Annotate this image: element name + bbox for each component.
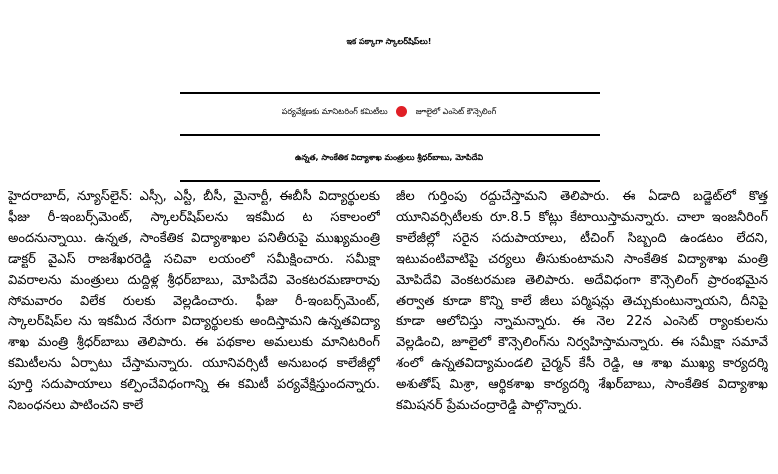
subheading-line1 <box>0 98 778 126</box>
divider-middle <box>180 134 600 136</box>
article-text-left: హైదరాబాద్, న్యూస్‌లైన్: ఎస్సీ, ఎస్టీ, బీసీ, మైనార్టీ, ఈబీసీ విద్యార్థులకు ఫీజు రీ-ఇంబర్స్‌మెంట్, స్కాలర్‌షిప్‌లను ఇకమీద ట సకాలంలో అందనున్నాయి. ఉన్నత, సాంకేతిక విద్యాశాఖల పనితీరుపై ముఖ్యమంత్రి డాక్టర్ వైఎస్ రాజశేఖరరెడ్డి సచివా లయంలో సమీక్షించారు. సమీక్షా వివరాలను మంత్రులు దుద్దిళ్ల శ్రీధర్‌బాబు, మోపిదేవి వెంకటరమణారావు సోమవారం విలేక రులకు వెల్లడించారు. ఫీజు రీ-ఇంబర్స్‌మెంట్, స్కాలర్‌షిప్‌ల ను ఇకమీద నేరుగా విద్యార్థులకు అందిస్తామని ఉన్నతవిద్యా శాఖ మంత్రి శ్రీధర్‌బాబు తెలిపారు. ఈ పథకాల అమలుకు మానిటరింగ్ కమిటీలను ఏర్పాటు చేస్తామన్నారు. యూనివర్సిటీ అనుబంధ కాలేజీల్లో పూర్తి సదుపాయాలు కల్పించేవిధంగాన్ని ఈ కమిటీ పర్యవేక్షిస్తుందన్నారు. నిబంధనలు పాటించని కాలే <box>8 189 380 414</box>
subheading-line2: ఉన్నత, సాంకేతిక విద్యాశాఖ మంత్రులు శ్రీధర్‌బాబు, మోపిదేవి <box>294 153 484 162</box>
subheading-part2: జూలైలో ఎంసెట్ కౌన్సెలింగ్ <box>415 107 497 116</box>
article-column-right <box>396 187 768 469</box>
bullet-dot-icon <box>396 106 407 117</box>
subheading-part1: పర్యవేక్షణకు మానిటరింగ్ కమిటీలు <box>281 107 388 116</box>
divider-top <box>180 92 600 94</box>
divider-bottom <box>180 180 600 182</box>
article-column-left <box>8 187 380 469</box>
article-text-right: జీల గుర్తింపు రద్దుచేస్తామని తెలిపారు. ఈ ఏడాది బడ్జెట్‌లో కొత్త యూనివర్సిటీలకు రూ.8.5 కోట్లు కేటాయిస్తామన్నారు. చాలా ఇంజనీరింగ్ కాలేజీల్లో సరైన సదుపాయాలు, టీచింగ్ సిబ్బంది ఉండటం లేదని, ఇటువంటివాటిపై చర్యలు తీసుకుంటామని సాంకేతిక విద్యాశాఖ మంత్రి మోపిదేవి వెంకటరమణ తెలిపారు. అదేవిధంగా కౌన్సెలింగ్ ప్రారంభమైన తర్వాత కూడా కొన్ని కాలే జీలు పర్మిషన్లు తెచ్చుకుంటున్నాయని, దీనిపై కూడా ఆలోచిస్తు న్నామన్నారు. ఈ నెల 22న ఎంసెట్ ర్యాంకులను వెల్లడించి, జూలైలో కౌన్సెలింగ్‌ను నిర్వహిస్తామన్నారు. ఈ సమీక్షా సమావే శంలో ఉన్నతవిద్యామండలి చైర్మన్ కేసీ రెడ్డి, ఆ శాఖ ముఖ్య కార్యదర్శి అశుతోష్ మిశ్రా, ఆర్థికశాఖ కార్యదర్శి శేఖర్‌బాబు, సాంకేతిక విద్యాశాఖ కమిషనర్ ప్రేమచంద్రారెడ్డి పాల్గొన్నారు. <box>396 189 768 414</box>
headline: ఇక పక్కాగా స్కాలర్‌షిప్‌లు! <box>346 37 432 46</box>
